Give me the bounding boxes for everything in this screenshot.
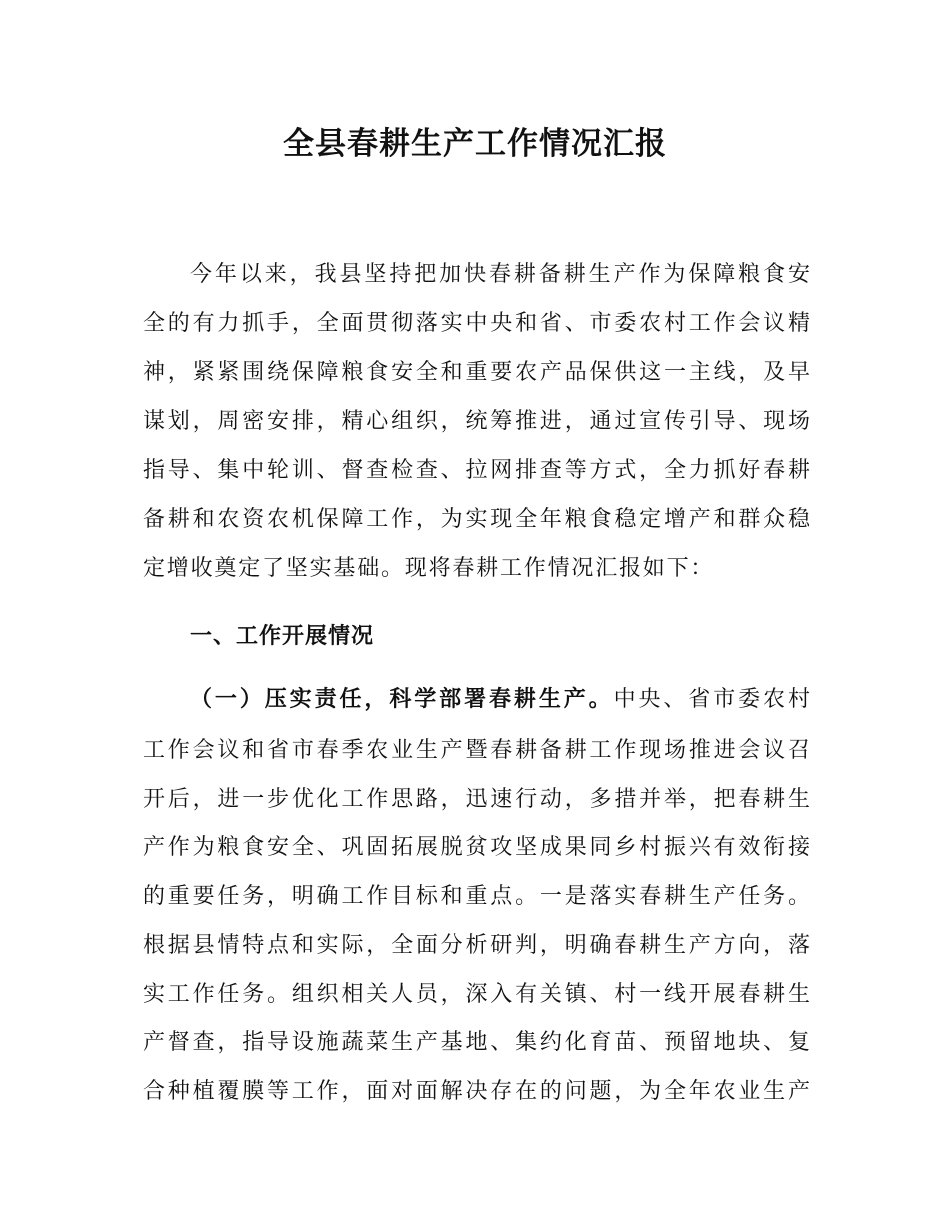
paragraph-line: 备耕和农资农机保障工作，为实现全年粮食稳定增产和群众稳 xyxy=(143,507,810,532)
paragraph-line: 定增收奠定了坚实基础。现将春耕工作情况汇报如下： xyxy=(143,556,715,581)
section-heading: 一、工作开展情况 xyxy=(190,624,375,649)
document-title: 全县春耕生产工作情况汇报 xyxy=(283,126,667,162)
paragraph-line: 的重要任务，明确工作目标和重点。一是落实春耕生产任务。 xyxy=(143,884,810,909)
paragraph-line: 指导、集中轮训、督查检查、拉网排查等方式，全力抓好春耕 xyxy=(143,458,810,483)
subsection-heading: （一）压实责任，科学部署春耕生产。 xyxy=(190,687,614,712)
paragraph-line: 实工作任务。组织相关人员，深入有关镇、村一线开展春耕生 xyxy=(143,982,810,1007)
paragraph-line: 产督查，指导设施蔬菜生产基地、集约化育苗、预留地块、复 xyxy=(143,1030,810,1055)
paragraph-line: 今年以来，我县坚持把加快春耕备耕生产作为保障粮食安 xyxy=(190,262,810,287)
paragraph-line: 开后，进一步优化工作思路，迅速行动，多措并举，把春耕生 xyxy=(143,787,810,812)
paragraph-line: 谋划，周密安排，精心组织，统筹推进，通过宣传引导、现场 xyxy=(143,409,810,434)
paragraph-line: 合种植覆膜等工作，面对面解决存在的问题，为全年农业生产 xyxy=(143,1079,810,1104)
paragraph-line: 神，紧紧围绕保障粮食安全和重要农产品保供这一主线，及早 xyxy=(143,360,810,385)
paragraph-line: 产作为粮食安全、巩固拓展脱贫攻坚成果同乡村振兴有效衔接 xyxy=(143,835,810,860)
paragraph-line: 工作会议和省市春季农业生产暨春耕备耕工作现场推进会议召 xyxy=(143,738,810,763)
paragraph-line: 全的有力抓手，全面贯彻落实中央和省、市委农村工作会议精 xyxy=(143,311,810,336)
paragraph-line: 根据县情特点和实际，全面分析研判，明确春耕生产方向，落 xyxy=(143,933,810,958)
paragraph-text: 中央、省市委农村 xyxy=(613,687,810,712)
paragraph-line xyxy=(190,685,810,715)
